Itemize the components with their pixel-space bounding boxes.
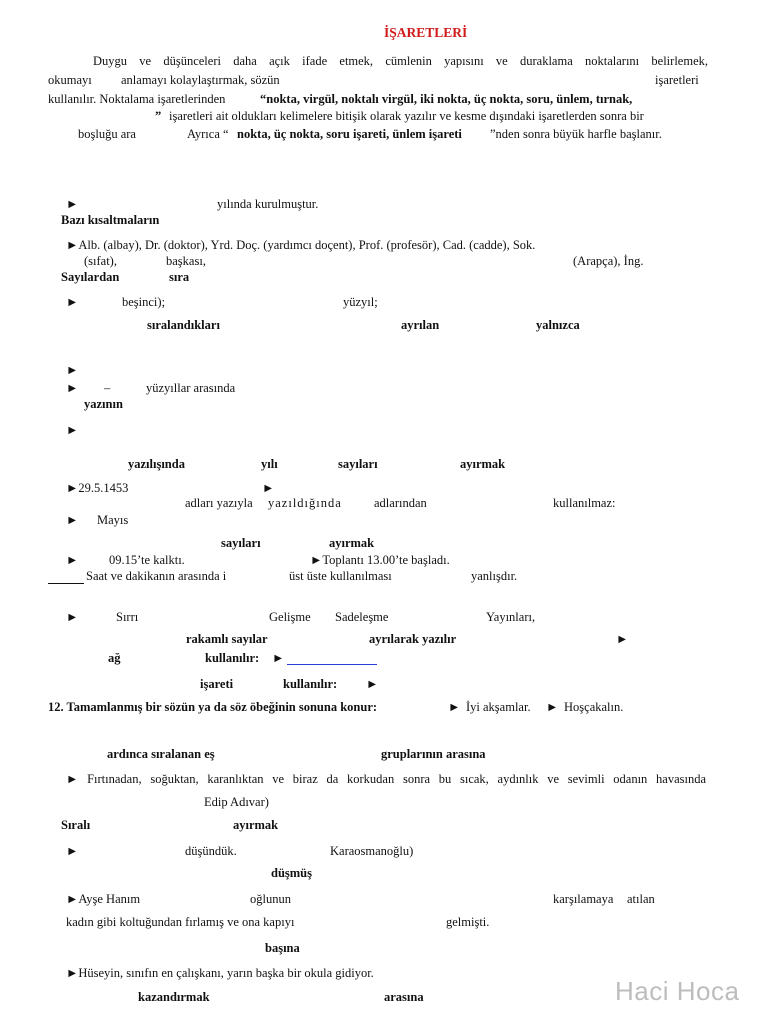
rule-keyword: ayırmak	[460, 457, 506, 471]
example-text: yüzyıllar arasında	[146, 381, 236, 395]
bullet-arrow: ►	[66, 423, 79, 437]
example-text: başkası,	[166, 254, 206, 268]
example-text: üst üste kullanılması	[289, 569, 392, 583]
example-text: oğlunun	[250, 892, 291, 906]
rule-keyword: yazılışında	[128, 457, 185, 471]
section-heading: Sayılardan	[61, 270, 120, 284]
example-text: ►Toplantı 13.00’te başladı.	[310, 553, 450, 567]
rule-keyword: sayıları	[338, 457, 378, 471]
example-text: Saat ve dakikanın arasında i	[86, 569, 227, 583]
rule-keyword: rakamlı sayılar	[186, 632, 268, 646]
intro-text: işaretleri ait oldukları kelimelere bitişik olarak yazılır ve kesme dışındaki işaretlerden sonra bir	[169, 109, 644, 123]
rule-keyword: ağ	[108, 651, 121, 665]
intro-line-1: Duygu ve düşünceleri daha açık ifade etmek, cümlenin yapısını ve duraklama noktalarını belirlemek,	[93, 54, 708, 68]
bullet-arrow: ►	[66, 513, 79, 527]
example-text: ► Fırtınadan, soğuktan, karanlıktan ve biraz da korkudan sonra bu sıcak, aydınlık ve sevimli odanın havasında	[66, 772, 706, 786]
rule-keyword: işareti	[200, 677, 234, 691]
bullet-arrow: ►	[66, 553, 79, 567]
rule-keyword: sayıları	[221, 536, 261, 550]
rule-heading: 12. Tamamlanmış bir sözün ya da söz öbeğinin sonuna konur:	[48, 700, 378, 714]
example-text: yüzyıl;	[343, 295, 378, 309]
intro-text: işaretleri	[655, 73, 699, 87]
bullet-arrow: ►	[262, 481, 275, 495]
example-text: ►Ayşe Hanım	[66, 892, 141, 906]
example-text: gelmişti.	[446, 915, 490, 929]
example-text: Sadeleşme	[335, 610, 389, 624]
example-text: ►29.5.1453	[66, 481, 129, 495]
example-text: Yayınları,	[486, 610, 536, 624]
watermark: Haci Hoca	[615, 976, 740, 1006]
link-placeholder[interactable]	[287, 664, 377, 665]
rule-keyword: gruplarının arasına	[381, 747, 486, 761]
bullet-arrow: ►	[272, 651, 285, 665]
example-text: atılan	[627, 892, 655, 906]
intro-text: anlamayı kolaylaştırmak, sözün	[121, 73, 280, 87]
example-text: adlarından	[374, 496, 427, 510]
bullet-arrow: ►	[448, 700, 461, 714]
example-text: Edip Adıvar)	[204, 795, 269, 809]
example-text: –	[104, 381, 111, 395]
rule-keyword: yalnızca	[536, 318, 580, 332]
example-text: ►Hüseyin, sınıfın en çalışkanı, yarın başka bir okula gidiyor.	[66, 966, 374, 980]
intro-text: okumayı	[48, 73, 92, 87]
rule-keyword: düşmüş	[271, 866, 312, 880]
rule-keyword: ayrılarak yazılır	[369, 632, 457, 646]
bullet-arrow: ►	[66, 381, 79, 395]
bullet-arrow: ►	[66, 610, 79, 624]
rule-keyword: kullanılır:	[283, 677, 338, 691]
rule-keyword: yılı	[261, 457, 278, 471]
rule-keyword: kullanılır:	[205, 651, 260, 665]
intro-bold: “nokta, virgül, noktalı virgül, iki nokta, üç nokta, soru, ünlem, tırnak,	[260, 92, 633, 106]
intro-text: boşluğu ara	[78, 127, 136, 141]
rule-keyword: Sıralı	[61, 818, 91, 832]
bullet-arrow: ►	[366, 677, 379, 691]
rule-keyword: sıralandıkları	[147, 318, 220, 332]
example-text: karşılamaya	[553, 892, 614, 906]
intro-bold: nokta, üç nokta, soru işareti, ünlem işareti	[237, 127, 462, 141]
example-text: 09.15’te kalktı.	[109, 553, 185, 567]
example-text: Sırrı	[116, 610, 139, 624]
section-heading: sıra	[169, 270, 190, 284]
rule-keyword: başına	[265, 941, 300, 955]
example-text: yılında kurulmuştur.	[217, 197, 319, 211]
bullet-arrow: ►	[546, 700, 559, 714]
intro-text: ”nden sonra büyük harfle başlanır.	[490, 127, 662, 141]
example-text: İyi akşamlar.	[466, 700, 531, 714]
bullet-arrow: ►	[66, 363, 79, 377]
rule-keyword: kazandırmak	[138, 990, 210, 1004]
bullet-arrow: ►	[616, 632, 629, 646]
rule-keyword: ayırmak	[233, 818, 279, 832]
rule-keyword: arasına	[384, 990, 424, 1004]
rule-keyword: ardınca sıralanan eş	[107, 747, 215, 761]
intro-text: Ayrıca “	[187, 127, 229, 141]
underline-mark	[48, 583, 84, 584]
example-text: Mayıs	[97, 513, 129, 527]
rule-keyword: yazının	[84, 397, 123, 411]
example-text: (sıfat),	[84, 254, 117, 268]
intro-text: kullanılır. Noktalama işaretlerinden	[48, 92, 226, 106]
page-title: İŞARETLERİ	[384, 25, 468, 40]
bullet-arrow: ►	[66, 295, 79, 309]
intro-bold: ”	[155, 109, 162, 123]
example-text: düşündük.	[185, 844, 237, 858]
example-text: Karaosmanoğlu)	[330, 844, 414, 858]
example-text: (Arapça), İng.	[573, 254, 644, 268]
example-text: ►Alb. (albay), Dr. (doktor), Yrd. Doç. (yardımcı doçent), Prof. (profesör), Cad. (cadde), Sok.	[66, 238, 536, 252]
example-text: beşinci);	[122, 295, 166, 309]
example-text: kullanılmaz:	[553, 496, 616, 510]
example-text: Gelişme	[269, 610, 311, 624]
example-text: yazıldığında	[268, 496, 342, 510]
bullet-arrow: ►	[66, 197, 79, 211]
bullet-arrow: ►	[66, 844, 79, 858]
section-heading: Bazı kısaltmaların	[61, 213, 160, 227]
rule-keyword: ayırmak	[329, 536, 375, 550]
example-text: adları yazıyla	[185, 496, 253, 510]
example-text: kadın gibi koltuğundan fırlamış ve ona kapıyı	[66, 915, 295, 929]
rule-keyword: ayrılan	[401, 318, 440, 332]
example-text: yanlışdır.	[471, 569, 518, 583]
example-text: Hoşçakalın.	[564, 700, 624, 714]
